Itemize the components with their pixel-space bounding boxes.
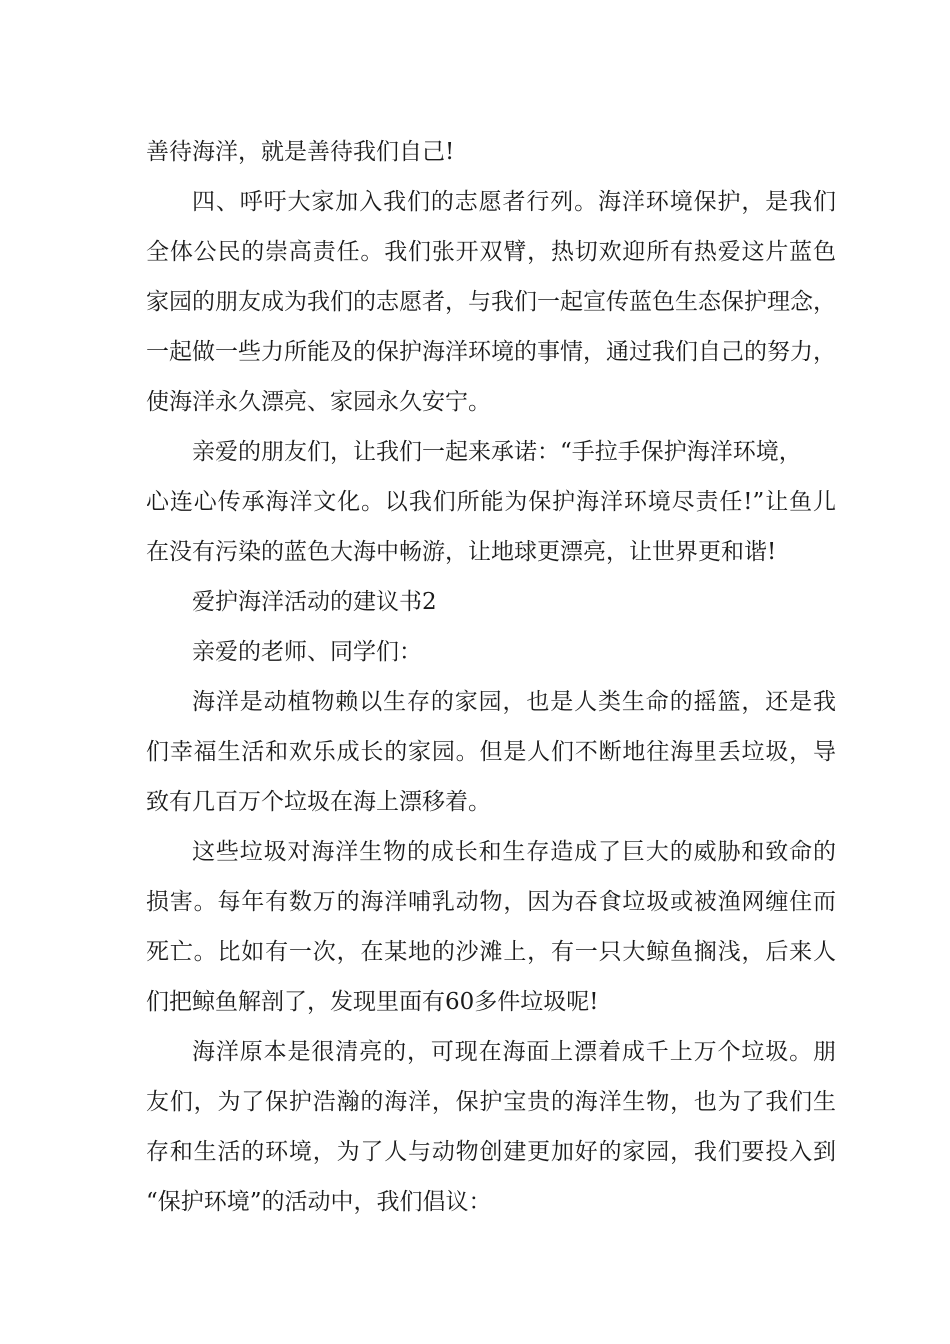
text-line: 全体公民的崇高责任。我们张开双臂，热切欢迎所有热爱这片蓝色	[146, 239, 836, 265]
text-line: “保护环境”的活动中，我们倡议：	[146, 1189, 492, 1215]
text-line: 海洋是动植物赖以生存的家园，也是人类生命的摇篮，还是我	[192, 689, 836, 715]
text-line: 海洋原本是很清亮的，可现在海面上漂着成千上万个垃圾。朋	[192, 1039, 836, 1065]
text-line: 致有几百万个垃圾在海上漂移着。	[146, 789, 491, 815]
text-line: 友们，为了保护浩瀚的海洋，保护宝贵的海洋生物，也为了我们生	[146, 1089, 836, 1115]
text-line: 这些垃圾对海洋生物的成长和生存造成了巨大的威胁和致命的	[192, 839, 836, 865]
text-line: 使海洋永久漂亮、家园永久安宁。	[146, 389, 491, 415]
document-body	[146, 127, 836, 1227]
text-line: 心连心传承海洋文化。以我们所能为保护海洋环境尽责任!”让鱼儿	[146, 489, 836, 515]
text-line: 们把鲸鱼解剖了，发现里面有60多件垃圾呢!	[146, 989, 599, 1015]
text-line: 死亡。比如有一次，在某地的沙滩上，有一只大鲸鱼搁浅，后来人	[146, 939, 836, 965]
text-line: 在没有污染的蓝色大海中畅游，让地球更漂亮，让世界更和谐!	[146, 539, 777, 565]
text-line: 善待海洋，就是善待我们自己!	[146, 139, 455, 165]
text-line: 家园的朋友成为我们的志愿者，与我们一起宣传蓝色生态保护理念，	[146, 289, 836, 315]
text-line: 们幸福生活和欢乐成长的家园。但是人们不断地往海里丢垃圾，导	[146, 739, 836, 765]
text-line: 四、呼吁大家加入我们的志愿者行列。海洋环境保护，是我们	[192, 189, 836, 215]
salutation: 亲爱的老师、同学们：	[192, 639, 422, 665]
text-line: 亲爱的朋友们，让我们一起来承诺：“手拉手保护海洋环境，	[192, 439, 802, 465]
text-line: 一起做一些力所能及的保护海洋环境的事情，通过我们自己的努力，	[146, 339, 836, 365]
text-line: 存和生活的环境，为了人与动物创建更加好的家园，我们要投入到	[146, 1139, 836, 1165]
section-heading: 爱护海洋活动的建议书2	[192, 589, 437, 615]
text-line: 损害。每年有数万的海洋哺乳动物，因为吞食垃圾或被渔网缠住而	[146, 889, 836, 915]
